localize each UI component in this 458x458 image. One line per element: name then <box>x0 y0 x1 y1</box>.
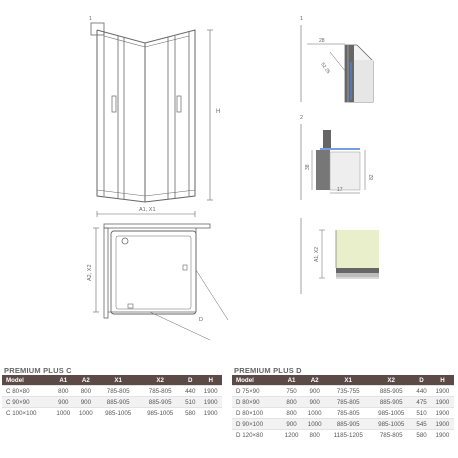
callout-1-number: 1 <box>89 16 92 22</box>
column-header: A2 <box>303 375 326 386</box>
premium-plus-d-table <box>232 375 454 440</box>
table-c-title: PREMIUM PLUS C <box>4 366 72 375</box>
table-cell: 750 <box>280 386 303 397</box>
detail-2-number: 2 <box>300 115 304 121</box>
table-cell: 800 <box>280 408 303 419</box>
table-row <box>232 430 454 441</box>
table-cell: 985-1005 <box>139 408 181 419</box>
column-header: X1 <box>97 375 139 386</box>
table-cell: 900 <box>303 386 326 397</box>
table-cell: 440 <box>412 386 431 397</box>
front-elevation <box>89 16 220 217</box>
table-cell: 785-805 <box>370 430 412 441</box>
column-header: D <box>412 375 431 386</box>
table-cell: 785-805 <box>326 397 370 408</box>
table-row <box>232 408 454 419</box>
table-cell: D 120×80 <box>232 430 280 441</box>
plan-view <box>87 224 228 340</box>
detail-2 <box>300 115 375 200</box>
table-cell: 885-905 <box>139 397 181 408</box>
table-cell: D 90×100 <box>232 419 280 430</box>
table-cell: 1000 <box>303 408 326 419</box>
table-cell: D 80×90 <box>232 397 280 408</box>
table-cell: 800 <box>52 386 75 397</box>
column-header: X2 <box>370 375 412 386</box>
column-header: Model <box>232 375 280 386</box>
detail-2-dim-c: 82 <box>369 174 375 180</box>
premium-plus-c-table <box>2 375 222 418</box>
column-header: H <box>199 375 222 386</box>
table-cell: 800 <box>303 430 326 441</box>
enclosure-outline <box>97 30 195 202</box>
column-header: H <box>431 375 454 386</box>
left-handle <box>112 96 116 112</box>
table-row <box>232 397 454 408</box>
drain-icon <box>122 238 128 244</box>
table-cell: 900 <box>303 397 326 408</box>
table-cell: C 100×100 <box>2 408 52 419</box>
table-cell: 1900 <box>199 397 222 408</box>
table-cell: 580 <box>412 430 431 441</box>
depth-label: A2, X2 <box>87 264 93 281</box>
table-cell: 885-905 <box>370 386 412 397</box>
wall-panel <box>336 230 379 268</box>
table-d-title: PREMIUM PLUS D <box>234 366 302 375</box>
table-cell: 1900 <box>431 386 454 397</box>
table-cell: 800 <box>75 386 98 397</box>
table-cell: 1900 <box>431 419 454 430</box>
table-row <box>2 386 222 397</box>
table-cell: 1900 <box>431 430 454 441</box>
table-row <box>2 408 222 419</box>
column-header: A2 <box>75 375 98 386</box>
detail-3 <box>301 218 379 294</box>
table-cell: C 80×80 <box>2 386 52 397</box>
table-cell: 1200 <box>280 430 303 441</box>
table-cell: 1000 <box>75 408 98 419</box>
table-cell: 885-905 <box>326 419 370 430</box>
height-label: H <box>216 109 221 115</box>
wall-left <box>104 228 108 318</box>
table-cell: 510 <box>412 408 431 419</box>
table-cell: 1900 <box>199 408 222 419</box>
table-cell: 885-905 <box>370 397 412 408</box>
width-label: A1, X1 <box>139 207 156 213</box>
detail-1-dim-b: 52.25 <box>319 62 331 75</box>
table-cell: 1000 <box>52 408 75 419</box>
table-cell: 735-755 <box>326 386 370 397</box>
detail-2-dim-b: 17 <box>337 187 343 193</box>
table-cell: 785-805 <box>326 408 370 419</box>
table-cell: 900 <box>75 397 98 408</box>
column-header: A1 <box>52 375 75 386</box>
table-cell: 785-805 <box>139 386 181 397</box>
detail-3-label: A1, X2 <box>314 246 320 262</box>
column-header: Model <box>2 375 52 386</box>
table-header-row <box>2 375 222 386</box>
detail-2-dim-a: 38 <box>305 164 311 170</box>
table-cell: 900 <box>280 419 303 430</box>
table-cell: 510 <box>181 397 199 408</box>
wall-top <box>104 224 210 228</box>
table-cell: 1185-1205 <box>326 430 370 441</box>
table-cell: 985-1005 <box>370 419 412 430</box>
column-header: D <box>181 375 199 386</box>
table-cell: 580 <box>181 408 199 419</box>
detail-1-dim-a: 28 <box>319 38 325 44</box>
table-cell: 885-905 <box>97 397 139 408</box>
table-cell: 545 <box>412 419 431 430</box>
table-cell: 1000 <box>303 419 326 430</box>
table-cell: C 90×90 <box>2 397 52 408</box>
right-handle <box>177 96 181 112</box>
table-header-row <box>232 375 454 386</box>
table-cell: 900 <box>52 397 75 408</box>
table-cell: 1900 <box>199 386 222 397</box>
table-row <box>232 386 454 397</box>
table-cell: 985-1005 <box>97 408 139 419</box>
detail-1-number: 1 <box>300 16 304 22</box>
diagonal-label: D <box>199 317 203 323</box>
table-cell: 785-805 <box>97 386 139 397</box>
table-cell: 800 <box>280 397 303 408</box>
table-cell: 985-1005 <box>370 408 412 419</box>
table-cell: D 80×100 <box>232 408 280 419</box>
column-header: X1 <box>326 375 370 386</box>
table-cell: D 75×90 <box>232 386 280 397</box>
table-row <box>232 419 454 430</box>
detail-1 <box>300 16 373 102</box>
table-row <box>2 397 222 408</box>
table-cell: 475 <box>412 397 431 408</box>
column-header: X2 <box>139 375 181 386</box>
table-cell: 1900 <box>431 408 454 419</box>
column-header: A1 <box>280 375 303 386</box>
table-cell: 440 <box>181 386 199 397</box>
table-cell: 1900 <box>431 397 454 408</box>
